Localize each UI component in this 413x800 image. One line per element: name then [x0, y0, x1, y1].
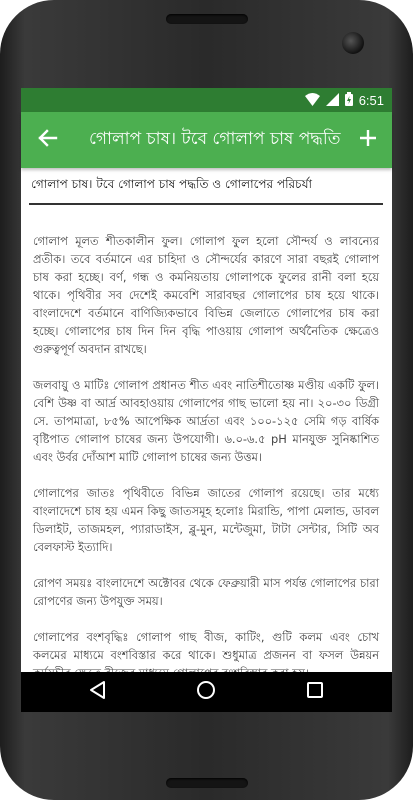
recents-square-icon	[306, 681, 324, 703]
battery-icon	[345, 91, 353, 110]
heading-divider	[29, 203, 383, 205]
top-speaker-grille	[166, 14, 248, 24]
article-body	[33, 232, 379, 700]
plus-icon	[360, 130, 376, 150]
article-paragraph: রোপণ সময়ঃ বাংলাদেশে অক্টোবর থেকে ফেব্রুয়ারী মাস পর্যন্ত গোলাপের চারা রোপণের জন্য উপযুক্ত সময়।	[33, 576, 379, 608]
navigation-bar	[21, 672, 392, 712]
nav-back-button[interactable]	[85, 680, 109, 704]
article-paragraph: গোলাপ মূলত শীতকালীন ফুল। গোলাপ ফুল হলো সৌন্দর্য ও লাবন্যের প্রতীক। তবে বর্তমানে এর চাহিদা ও সৌন্দর্যের কারণে সারা বছরই গোলাপ চাষ করা হচ্ছে। বর্ণ, গন্ধ ও কমনিয়তায় গোলাপকে ফুলের রানী বলা হয়ে থাকে। পৃথিবীর সব দেশেই কমবেশি সারাবছর গোলাপের চাষ হয়ে থাকে। বাংলাদেশে বর্তমানে বাণিজ্যিকভাবে বিভিন্ন জেলাতে গোলাপের চাষ করা হচ্ছে। গোলাপের চাষ দিন দিন বৃদ্ধি পাওয়ায় গোলাপ অর্থনৈতিক ক্ষেত্রেও গুরুত্বপূর্ণ অবদান রাখছে।	[33, 234, 379, 356]
app-bar	[21, 112, 392, 168]
screen	[21, 88, 392, 712]
app-bar-title: গোলাপ চাষ। টবে গোলাপ চাষ পদ্ধতি	[89, 129, 341, 149]
back-button[interactable]	[33, 126, 61, 154]
add-button[interactable]	[354, 126, 382, 154]
nav-recents-button[interactable]	[303, 680, 327, 704]
article-paragraph: গোলাপের জাতঃ পৃথিবীতে বিভিন্ন জাতের গোলাপ রয়েছে। তার মধ্যে বাংলাদেশে চাষ হয় এমন কিছু জাতসমূহ হলোঃ মিরান্ডি, পাপা মেলান্ড, ডাবল ডিলাইট, তাজমহল, প্যারাডাইস, ব্লু-মুন, মন্টেজুমা, টাটা সেন্টার, সিটি অব বেলফাস্ট ইত্যাদি।	[33, 486, 379, 554]
status-time: 6:51	[358, 92, 384, 108]
home-circle-icon	[196, 680, 216, 704]
article-heading: গোলাপ চাষ। টবে গোলাপ চাষ পদ্ধতি ও গোলাপের পরিচর্যা	[31, 177, 313, 191]
bottom-speaker-grille	[166, 778, 248, 788]
article-scroll-area[interactable]	[21, 168, 392, 672]
article-paragraph: জলবায়ু ও মাটিঃ গোলাপ প্রধানত শীত এবং নাতিশীতোষ্ণ মণ্ডীয় একটি ফুল। বেশি উষ্ণ বা আর্দ্র আবহাওয়ায় গোলাপের গাছ ভালো হয় না। ২০-৩০ ডিগ্রী সে. তাপমাত্রা, ৮৫% আপেক্ষিক আর্দ্রতা এবং ১০০-১২৫ সেমি গড় বার্ষিক বৃষ্টিপাত গোলাপ চাষের জন্য উপযোগী। ৬.০-৬.৫ pH মানযুক্ত সুনিষ্কাশিত এবং উর্বর দোঁআশ মাটি গোলাপ চাষের জন্য উত্তম।	[33, 378, 379, 464]
article-paragraph: গোলাপের বংশবৃদ্ধিঃ গোলাপ গাছ বীজ, কাটিং, গুটি কলম এবং চোখ কলমের মাধ্যমে বংশবিস্তার করে থাকে। শুধুমাত্র প্রজনন বা ফসল উন্নয়ন	[33, 630, 379, 662]
nav-home-button[interactable]	[194, 680, 218, 704]
back-triangle-icon	[88, 680, 106, 704]
status-bar	[21, 88, 392, 112]
signal-icon	[326, 91, 339, 110]
front-camera	[342, 32, 364, 54]
status-icons	[305, 91, 384, 109]
wifi-icon	[305, 91, 320, 110]
arrow-left-icon	[37, 129, 57, 151]
